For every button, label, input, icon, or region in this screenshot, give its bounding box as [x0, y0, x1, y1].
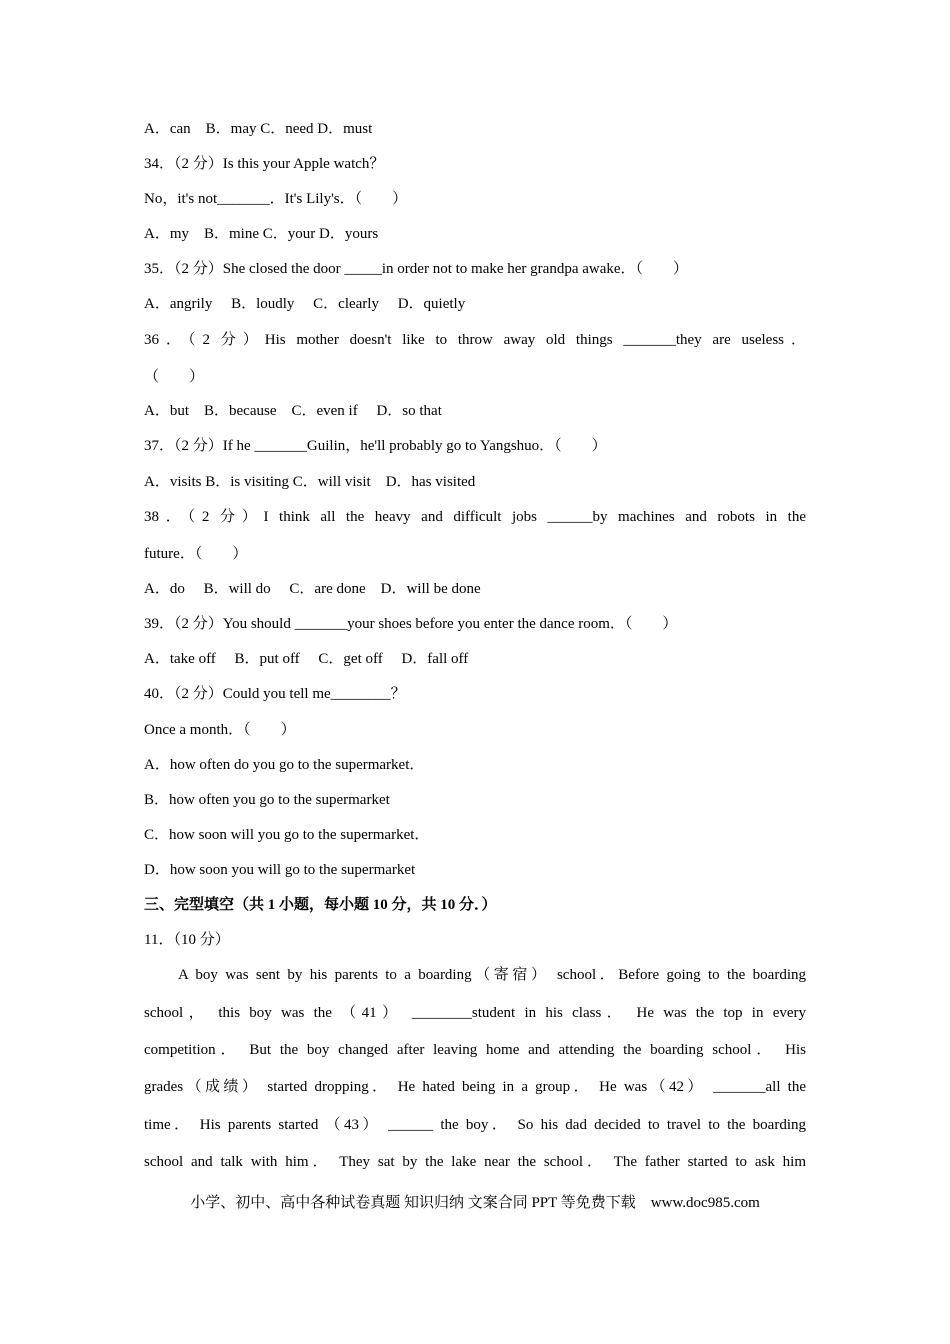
- question-34-answer: No，it's not_______．It's Lily's．（ ）: [144, 191, 408, 207]
- question-39: 39．（2 分）You should _______your shoes before you enter the dance room．（ ）: [144, 616, 678, 632]
- passage-line-5: time． His parents started （43） ______ the boy． So his dad decided to travel to the boarding: [144, 1117, 806, 1133]
- passage-line-1: A boy was sent by his parents to a boarding（寄宿） school．Before going to the boarding: [178, 967, 806, 983]
- passage-line-3: competition． But the boy changed after leaving home and attending the boarding school． His: [144, 1042, 806, 1058]
- option-40-c: C．how soon will you go to the supermarket．: [144, 827, 430, 843]
- option-line-34: A．my B．mine C．your D．yours: [144, 226, 379, 242]
- question-38: 38．（2 分）I think all the heavy and difficult jobs ______by machines and robots in the: [144, 509, 806, 525]
- question-11: 11．（10 分）: [144, 932, 230, 948]
- option-line-37: A．visits B．is visiting C．will visit D．has visited: [144, 474, 476, 490]
- page-footer: 小学、初中、高中各种试卷真题 知识归纳 文案合同 PPT 等免费下载 www.doc985.com: [190, 1195, 760, 1211]
- question-40-answer: Once a month．（ ）: [144, 722, 296, 738]
- passage-line-6: school and talk with him． They sat by the lake near the school． The father started to ask him: [144, 1154, 806, 1170]
- option-40-d: D．how soon you will go to the supermarket: [144, 862, 416, 878]
- question-36: 36．（2 分）His mother doesn't like to throw away old things _______they are useless．: [144, 332, 806, 348]
- option-line-36: A．but B．because C．even if D．so that: [144, 403, 442, 419]
- question-40: 40．（2 分）Could you tell me________？: [144, 686, 406, 702]
- option-line-38: A．do B．will do C．are done D．will be done: [144, 581, 481, 597]
- passage-line-4: grades（成绩） started dropping． He hated being in a group． He was（42） _______all the: [144, 1079, 806, 1095]
- question-37: 37．（2 分）If he _______Guilin，he'll probably go to Yangshuo．（ ）: [144, 438, 607, 454]
- section-heading-cloze: 三、完型填空（共 1 小题，每小题 10 分，共 10 分．）: [144, 897, 497, 913]
- question-38-cont: future．（ ）: [144, 546, 248, 562]
- option-line-39: A．take off B．put off C．get off D．fall off: [144, 651, 469, 667]
- option-line-33: A．can B．may C．need D．must: [144, 121, 373, 137]
- passage-line-2: school， this boy was the （41） ________student in his class． He was the top in every: [144, 1005, 806, 1021]
- question-34: 34．（2 分）Is this your Apple watch？: [144, 156, 385, 172]
- question-35: 35．（2 分）She closed the door _____in order not to make her grandpa awake．（ ）: [144, 261, 689, 277]
- option-40-b: B．how often you go to the supermarket: [144, 792, 390, 808]
- question-36-paren: （ ）: [144, 369, 205, 385]
- option-line-35: A．angrily B．loudly C．clearly D．quietly: [144, 296, 466, 312]
- option-40-a: A．how often do you go to the supermarket．: [144, 757, 425, 773]
